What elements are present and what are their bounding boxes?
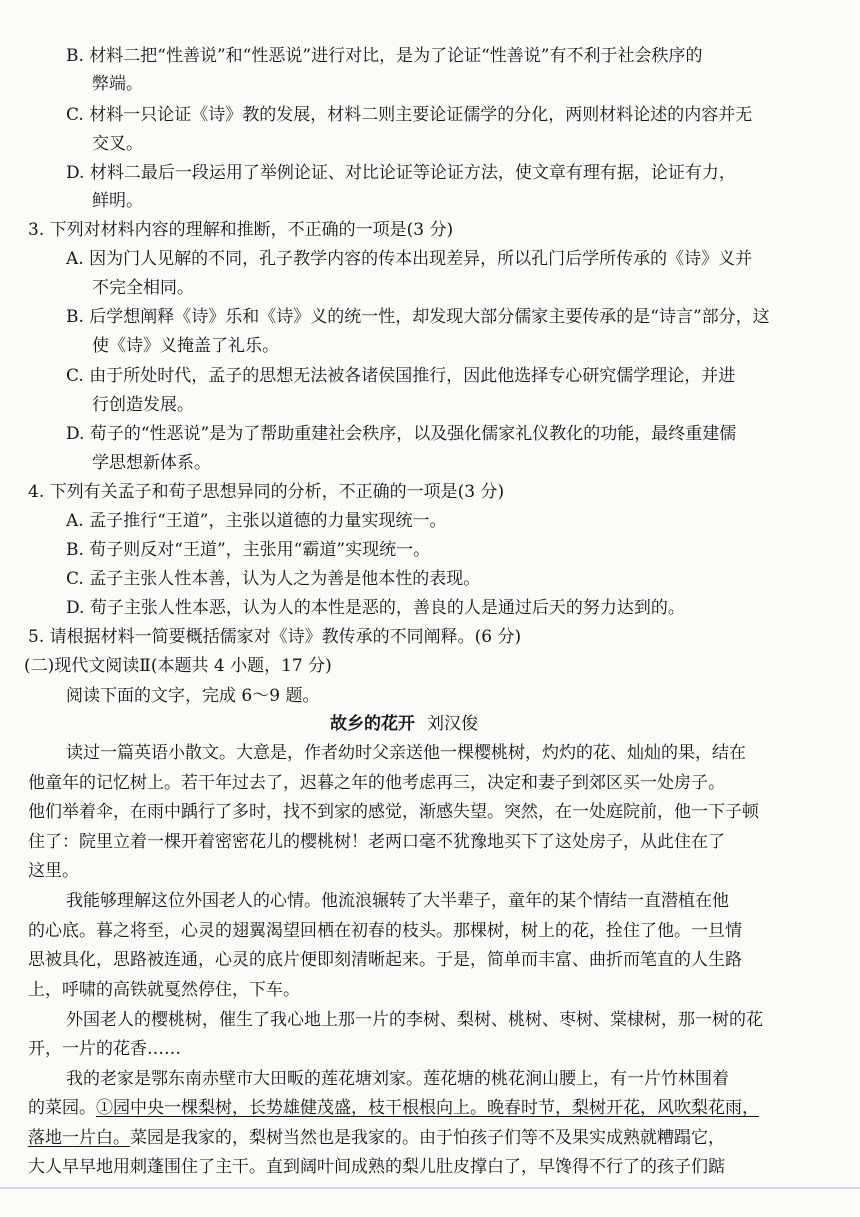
q4-stem: 4. 下列有关孟子和荀子思想异同的分析，不正确的一项是(3 分) — [28, 482, 505, 502]
p4-line4: 大人早早地用刺蓬围住了主干。直到阔叶间成熟的梨儿肚皮撑白了，早馋得不行了的孩子们踮 — [28, 1157, 725, 1177]
p1-line3: 他们举着伞，在雨中踽行了多时，找不到家的感觉，渐感失望。突然，在一处庭院前，他一下子顿 — [28, 802, 759, 822]
article-title-text: 故乡的花开 — [330, 714, 415, 734]
p2-line1: 我能够理解这位外国老人的心情。他流浪辗转了大半辈子，童年的某个情结一直潜植在他 — [66, 891, 729, 911]
section-instruction: 阅读下面的文字，完成 6～9 题。 — [66, 686, 320, 706]
q3-option-a-line2: 不完全相同。 — [92, 278, 194, 298]
bottom-divider — [0, 1187, 860, 1189]
p2-line3: 思被具化，思路被连通，心灵的底片便即刻清晰起来。于是，简单而丰富、曲折而笔直的人生路 — [28, 950, 742, 970]
q3-option-b-line1: B. 后学想阐释《诗》乐和《诗》义的统一性，却发现大部分儒家主要传承的是“诗言”部分，这 — [66, 307, 770, 327]
q2-option-d-line2: 鲜明。 — [92, 191, 143, 211]
p4-line3-post: 菜园是我家的，梨树当然也是我家的。由于怕孩子们等不及果实成熟就糟蹋它， — [130, 1128, 725, 1148]
p4-line3 — [28, 1128, 725, 1148]
section-heading: (二)现代文阅读Ⅱ(本题共 4 小题，17 分) — [24, 656, 332, 676]
p4-line1: 我的老家是鄂东南赤壁市大田畈的莲花塘刘家。莲花塘的桃花涧山腰上，有一片竹林围着 — [66, 1069, 729, 1089]
q3-option-c-line2: 行创造发展。 — [92, 395, 194, 415]
q4-option-c: C. 孟子主张人性本善，认为人之为善是他本性的表现。 — [66, 569, 481, 589]
q2-option-d-line1: D. 材料二最后一段运用了举例论证、对比论证等论证方法，使文章有理有据，论证有力， — [66, 163, 736, 183]
q2-option-b-line1: B. 材料二把“性善说”和“性恶说”进行对比，是为了论证“性善说”有不利于社会秩序的 — [66, 46, 703, 66]
p1-line2: 他童年的记忆树上。若干年过去了，迟暮之年的他考虑再三，决定和妻子到郊区买一处房子。 — [28, 773, 725, 793]
p4-underlined-sentence-part2: 落地一片白。 — [28, 1128, 130, 1148]
p2-line2: 的心底。暮之将至，心灵的翅翼渴望回栖在初春的枝头。那棵树，树上的花，拴住了他。一旦情 — [28, 921, 742, 941]
q4-option-a: A. 孟子推行“王道”，主张以道德的力量实现统一。 — [66, 511, 447, 531]
p1-line4: 住了：院里立着一棵开着密密花儿的樱桃树！老两口毫不犹豫地买下了这处房子，从此住在了 — [28, 832, 725, 852]
q2-option-c-line1: C. 材料一只论证《诗》教的发展，材料二则主要论证儒学的分化，两则材料论述的内容并无 — [66, 105, 753, 125]
q5-stem: 5. 请根据材料一简要概括儒家对《诗》教传承的不同阐释。(6 分) — [28, 627, 522, 647]
p1-line5: 这里。 — [28, 861, 79, 881]
article-author: 刘汉俊 — [427, 714, 478, 734]
q3-option-c-line1: C. 由于所处时代，孟子的思想无法被各诸侯国推行，因此他选择专心研究儒学理论，并进 — [66, 366, 736, 386]
q2-option-b-line2: 弊端。 — [92, 74, 143, 94]
q3-option-b-line2: 使《诗》义掩盖了礼乐。 — [92, 336, 279, 356]
q3-option-d-line2: 学思想新体系。 — [92, 453, 211, 473]
p3-line1: 外国老人的樱桃树，催生了我心地上那一片的李树、梨树、桃树、枣树、棠棣树，那一树的花 — [66, 1010, 763, 1030]
p4-line2-pre: 的菜园。 — [28, 1098, 96, 1118]
q3-option-d-line1: D. 荀子的“性恶说”是为了帮助重建社会秩序，以及强化儒家礼仪教化的功能，最终重建儒 — [66, 424, 737, 444]
p4-line2 — [28, 1098, 759, 1118]
p3-line2: 开，一片的花香…… — [28, 1039, 181, 1059]
q2-option-c-line2: 交叉。 — [92, 134, 143, 154]
p2-line4: 上，呼啸的高铁就戛然停住，下车。 — [28, 980, 300, 1000]
q4-option-d: D. 荀子主张人性本恶，认为人的本性是恶的，善良的人是通过后天的努力达到的。 — [66, 598, 685, 618]
p1-line1: 读过一篇英语小散文。大意是，作者幼时父亲送他一棵樱桃树，灼灼的花、灿灿的果，结在 — [66, 743, 746, 763]
q3-option-a-line1: A. 因为门人见解的不同，孔子教学内容的传本出现差异，所以孔门后学所传承的《诗》义并 — [66, 249, 753, 269]
p4-underlined-sentence-part1: ①园中央一棵梨树，长势雄健茂盛，枝干根根向上。晚春时节，梨树开花，风吹梨花雨， — [96, 1098, 759, 1118]
q3-stem: 3. 下列对材料内容的理解和推断，不正确的一项是(3 分) — [28, 220, 454, 240]
article-title — [330, 714, 478, 734]
q4-option-b: B. 荀子则反对“王道”，主张用“霸道”实现统一。 — [66, 540, 431, 560]
